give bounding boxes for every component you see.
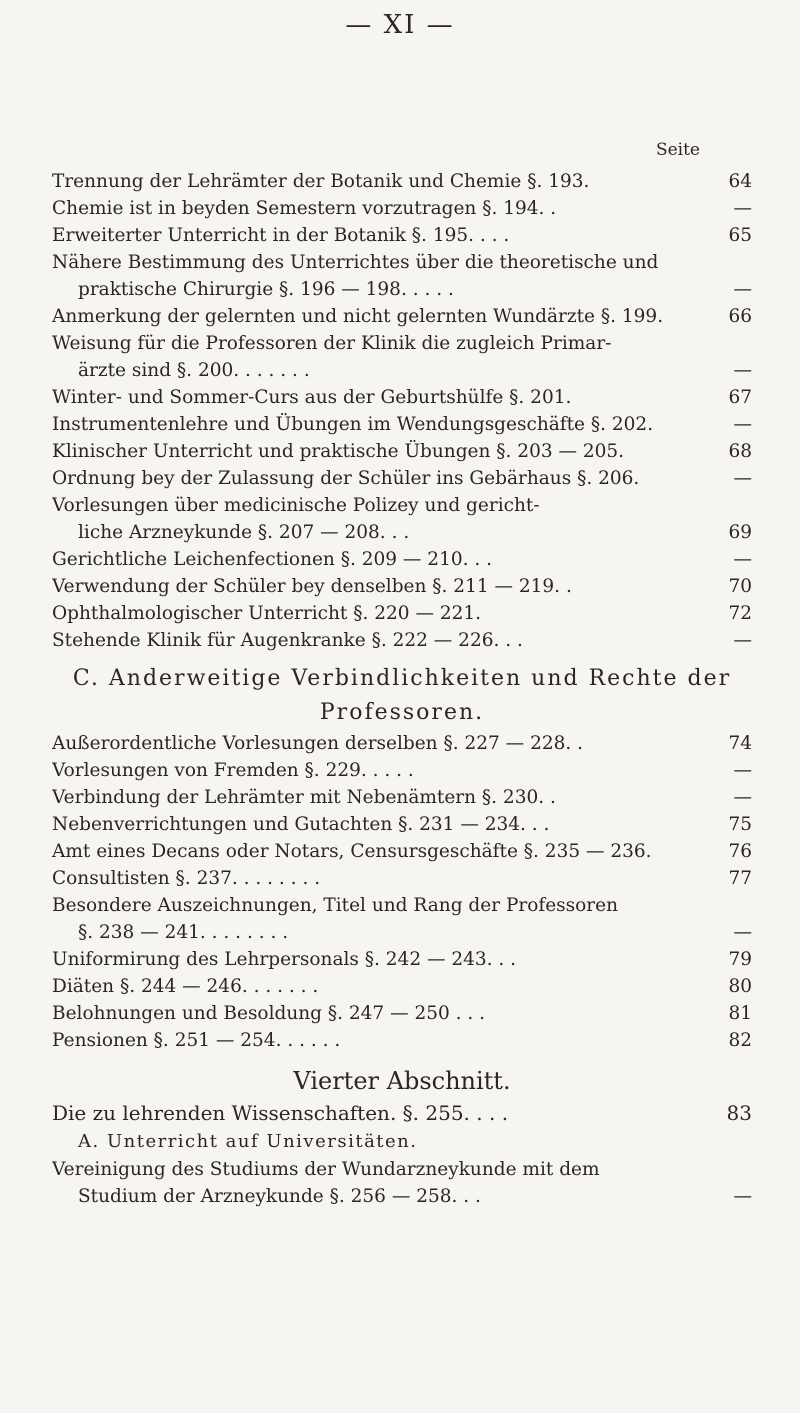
toc-entry (52, 465, 752, 492)
toc-section-b-list (52, 168, 752, 654)
toc-entry-text: Weisung für die Professoren der Klinik die zugleich Primar- (52, 333, 612, 354)
toc-entry (52, 838, 752, 865)
toc-entry (52, 492, 752, 519)
toc-entry-page: 68 (728, 441, 752, 462)
toc-entry-text: Besondere Auszeichnungen, Titel und Rang der Professoren (52, 895, 619, 916)
toc-entry (52, 627, 752, 654)
toc-entry (52, 784, 752, 811)
toc-entry (52, 330, 752, 357)
toc-entry (52, 1156, 752, 1183)
toc-entry-page: 72 (728, 603, 752, 624)
toc-entry-text: praktische Chirurgie §. 196 — 198. . . . . (78, 279, 454, 300)
toc-entry-text: Klinischer Unterricht und praktische Übungen §. 203 — 205. (52, 441, 625, 462)
section-c-line1: C. Anderweitige Verbindlichkeiten und Rechte der (72, 666, 732, 691)
toc-entry-page: — (733, 414, 752, 435)
toc-entry (52, 600, 752, 627)
toc-entry-page: — (733, 468, 752, 489)
toc-entry (52, 1027, 752, 1054)
toc-entry (52, 519, 752, 546)
toc-entry (52, 195, 752, 222)
toc-section-c-list (52, 730, 752, 1054)
toc-entry-text: §. 238 — 241. . . . . . . . (78, 922, 289, 943)
section-c-line2: Professoren. (319, 700, 485, 725)
toc-entry-page: 67 (728, 387, 752, 408)
toc-entry (52, 573, 752, 600)
toc-entry (52, 249, 752, 276)
toc-entry-page: — (733, 198, 752, 219)
toc-entry-text: Ordnung bey der Zulassung der Schüler ins Gebärhaus §. 206. (52, 468, 640, 489)
toc-entry (52, 168, 752, 195)
toc-entry-page: 81 (728, 1003, 752, 1024)
toc-entry-page: 77 (728, 868, 752, 889)
toc-entry-page: 66 (728, 306, 752, 327)
toc-entry-text: Uniformirung des Lehrpersonals §. 242 — 243. . . (52, 949, 517, 970)
toc-entry-page: — (733, 1186, 752, 1207)
toc-entry (52, 303, 752, 330)
subsection-a-heading: A. Unterricht auf Universitäten. (78, 1131, 418, 1152)
toc-entry-page: 80 (728, 976, 752, 997)
toc-entry (52, 276, 752, 303)
toc-entry-text: Consultisten §. 237. . . . . . . . (52, 868, 321, 889)
part4-heading: Vierter Abschnitt. (293, 1067, 511, 1095)
toc-entry-text: Vorlesungen von Fremden §. 229. . . . . (52, 760, 414, 781)
toc-entry-text: Stehende Klinik für Augenkranke §. 222 — 226. . . (52, 630, 523, 651)
toc-entry (52, 222, 752, 249)
toc-entry-page: — (733, 922, 752, 943)
toc-entry-text: Gerichtliche Leichenfectionen §. 209 — 210. . . (52, 549, 493, 570)
toc-entry-text: Verbindung der Lehrämter mit Nebenämtern §. 230. . (52, 787, 556, 808)
toc-entry (52, 811, 752, 838)
page-column-label: Seite (655, 140, 700, 160)
toc-entry-page: 74 (728, 733, 752, 754)
toc-entry-text: Vereinigung des Studiums der Wundarzneykunde mit dem (52, 1159, 600, 1180)
toc-entry-text: Chemie ist in beyden Semestern vorzutragen §. 194. . (52, 198, 557, 219)
toc-entry-page: — (733, 630, 752, 651)
toc-entry-text: Studium der Arzneykunde §. 256 — 258. . . (78, 1186, 481, 1207)
toc-entry-text: Nebenverrichtungen und Gutachten §. 231 — 234. . . (52, 814, 550, 835)
toc-entry-page: 65 (728, 225, 752, 246)
toc-entry-page: 75 (728, 814, 752, 835)
toc-entry (52, 384, 752, 411)
toc-entry-text: Pensionen §. 251 — 254. . . . . . (52, 1030, 341, 1051)
part4-page: 83 (726, 1101, 752, 1125)
toc-entry-text: Instrumentenlehre und Übungen im Wendungsgeschäfte §. 202. (52, 414, 654, 435)
toc-entry (52, 757, 752, 784)
toc-entry (52, 357, 752, 384)
toc-entry-text: ärzte sind §. 200. . . . . . . (78, 360, 310, 381)
part4-title: Die zu lehrenden Wissenschaften. §. 255. . . . (52, 1101, 509, 1125)
toc-entry-page: — (733, 760, 752, 781)
toc-entry-page: 64 (728, 171, 752, 192)
toc-entry (52, 1000, 752, 1027)
toc-entry (52, 919, 752, 946)
toc-entry (52, 946, 752, 973)
toc-entry-page: 76 (728, 841, 752, 862)
toc-entry-text: Vorlesungen über medicinische Polizey und gericht- (52, 495, 540, 516)
part4-title-row (52, 1098, 752, 1128)
toc-entry-page: 79 (728, 949, 752, 970)
toc-entry-page: — (733, 549, 752, 570)
toc-entry-text: liche Arzneykunde §. 207 — 208. . . (78, 522, 410, 543)
section-c-heading (52, 662, 752, 730)
toc-entry (52, 892, 752, 919)
toc-entry-text: Ophthalmologischer Unterricht §. 220 — 221. (52, 603, 482, 624)
toc-entry-text: Belohnungen und Besoldung §. 247 — 250 . . . (52, 1003, 486, 1024)
toc-entry-text: Verwendung der Schüler bey denselben §. 211 — 219. . (52, 576, 572, 597)
toc-entry-text: Diäten §. 244 — 246. . . . . . . (52, 976, 319, 997)
toc-entry-page: 69 (728, 522, 752, 543)
toc-entry (52, 1183, 752, 1210)
toc-entry-text: Anmerkung der gelernten und nicht gelernten Wundärzte §. 199. (52, 306, 664, 327)
toc-entry (52, 730, 752, 757)
toc-entry (52, 973, 752, 1000)
toc-entry-text: Trennung der Lehrämter der Botanik und Chemie §. 193. (52, 171, 590, 192)
toc-entry-page: 70 (728, 576, 752, 597)
toc-entry-text: Amt eines Decans oder Notars, Censursgeschäfte §. 235 — 236. (52, 841, 652, 862)
toc-entry-page: — (733, 787, 752, 808)
toc-entry-page: — (733, 360, 752, 381)
toc-entry-page: 82 (728, 1030, 752, 1051)
toc-entry-text: Winter- und Sommer-Curs aus der Geburtshülfe §. 201. (52, 387, 572, 408)
toc-entry (52, 438, 752, 465)
toc-entry (52, 411, 752, 438)
toc-section-a4-list (52, 1156, 752, 1210)
toc-entry-text: Erweiterter Unterricht in der Botanik §. 195. . . . (52, 225, 510, 246)
toc-entry-text: Außerordentliche Vorlesungen derselben §. 227 — 228. . (52, 733, 584, 754)
toc-entry (52, 865, 752, 892)
table-of-contents (52, 168, 752, 1210)
page-header: — XI — (345, 10, 455, 40)
toc-entry-page: — (733, 279, 752, 300)
toc-entry (52, 546, 752, 573)
toc-entry-text: Nähere Bestimmung des Unterrichtes über die theoretische und (52, 252, 659, 273)
